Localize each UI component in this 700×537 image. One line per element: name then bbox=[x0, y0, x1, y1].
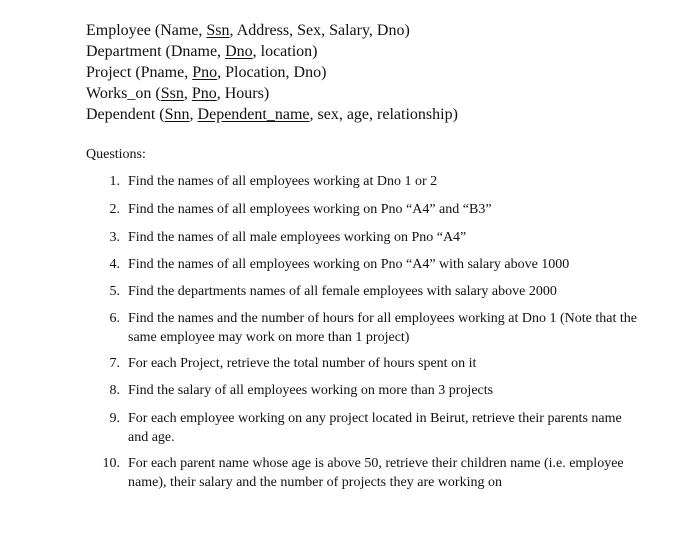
question-text: For each employee working on any project located in Beirut, retrieve their parents name and age. bbox=[128, 411, 622, 445]
schema-text: Dependent ( bbox=[86, 106, 165, 123]
primary-key: Dno bbox=[225, 43, 253, 60]
schema-block bbox=[86, 20, 458, 125]
question-text: Find the names of all male employees working on Pno “A4” bbox=[128, 230, 467, 245]
schema-text: , Plocation, Dno) bbox=[217, 64, 327, 81]
schema-text: Employee (Name, bbox=[86, 22, 207, 39]
question-text: Find the names of all employees working on Pno “A4” with salary above 1000 bbox=[128, 257, 570, 272]
schema-department bbox=[86, 41, 458, 62]
question-number: 8. bbox=[109, 383, 120, 398]
question-text: For each Project, retrieve the total number of hours spent on it bbox=[128, 356, 477, 371]
schema-text: , location) bbox=[252, 43, 318, 60]
schema-dependent bbox=[86, 104, 458, 125]
primary-key: Ssn bbox=[160, 85, 184, 102]
question-number: 7. bbox=[109, 356, 120, 371]
schema-works-on bbox=[86, 83, 458, 104]
question-text: Find the salary of all employees working on more than 3 projects bbox=[128, 383, 494, 398]
primary-key: Dependent_name bbox=[197, 106, 310, 123]
question-number: 3. bbox=[109, 230, 120, 245]
schema-text: , Address, Sex, Salary, Dno) bbox=[229, 22, 410, 39]
schema-employee bbox=[86, 20, 458, 41]
primary-key: Snn bbox=[164, 106, 190, 123]
schema-project bbox=[86, 62, 458, 83]
primary-key: Pno bbox=[192, 64, 218, 81]
question-number: 10. bbox=[102, 456, 120, 471]
question-text: Find the departments names of all female employees with salary above 2000 bbox=[128, 284, 557, 299]
schema-text: Project (Pname, bbox=[86, 64, 193, 81]
question-number: 2. bbox=[109, 202, 120, 217]
question-text: For each parent name whose age is above 50, retrieve their children name (i.e. employee name), their salary and the number of projects they are working on bbox=[128, 456, 624, 490]
question-text: Find the names and the number of hours for all employees working at Dno 1 (Note that the same employee may work on more than 1 project) bbox=[128, 311, 637, 345]
question-text: Find the names of all employees working on Pno “A4” and “B3” bbox=[128, 202, 492, 217]
question-number: 1. bbox=[109, 174, 120, 189]
schema-text: , Hours) bbox=[216, 85, 270, 102]
schema-text: , bbox=[183, 85, 192, 102]
schema-text: , sex, age, relationship) bbox=[309, 106, 458, 123]
primary-key: Ssn bbox=[206, 22, 230, 39]
questions-heading: Questions: bbox=[86, 147, 146, 162]
schema-text: Department (Dname, bbox=[86, 43, 226, 60]
question-text: Find the names of all employees working at Dno 1 or 2 bbox=[128, 174, 438, 189]
question-number: 6. bbox=[109, 311, 120, 326]
question-number: 9. bbox=[109, 411, 120, 426]
primary-key: Pno bbox=[191, 85, 217, 102]
question-number: 5. bbox=[109, 284, 120, 299]
schema-text: , bbox=[189, 106, 198, 123]
question-number: 4. bbox=[109, 257, 120, 272]
schema-text: Works_on ( bbox=[86, 85, 161, 102]
